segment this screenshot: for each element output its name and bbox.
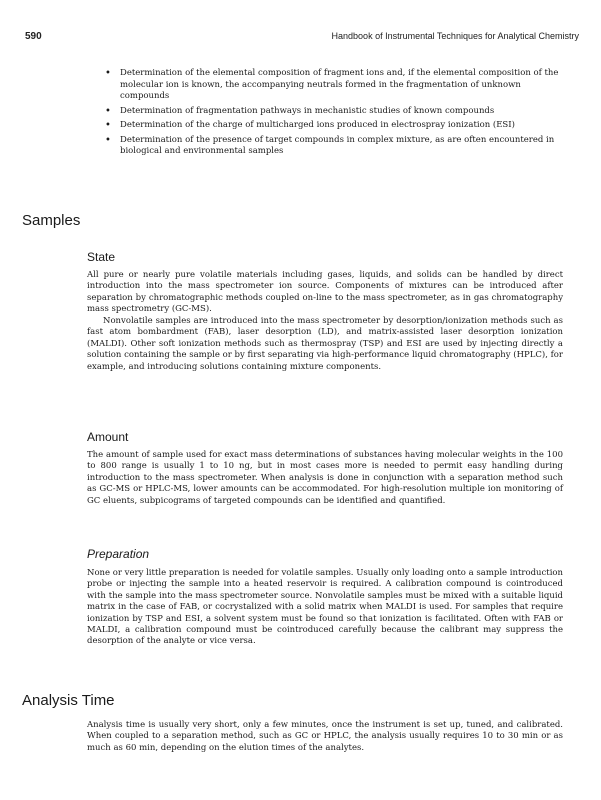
samples-heading: Samples (22, 212, 81, 229)
preparation-paragraph: None or very little preparation is needed for volatile samples. Usually only loading onto a sample introduction probe or injecting the sample into a heated reservoir is required. A calibration compound is cointroduced with the sample into the mass spectrometer source. Nonvolatile samples must be mixed with a suitable liquid matrix in the case of FAB, or cocrystalized with a solid matrix when MALDI is used. For samples that require ionization by TSP and ESI, a solvent system must be found so that ionization is facilitated. Often with FAB or MALDI, a calibration compound must be cointroduced carefully because the calibrant may suppress the desorption of the analyte or vice versa. (87, 568, 563, 647)
bullet-list (105, 68, 567, 161)
list-item: • Determination of the charge of multicharged ions produced in electrospray ionization (ESI) (105, 120, 567, 132)
state-paragraph-1: All pure or nearly pure volatile materials including gases, liquids, and solids can be handled by direct introduction into the mass spectrometer ion source. Components of mixtures can be introduced after separation by chromatographic methods coupled on-line to the mass spectrometer, as in gas chromatography mass spectrometry (GC-MS). (87, 270, 563, 315)
analysis-time-paragraph: Analysis time is usually very short, only a few minutes, once the instrument is set up, tuned, and calibrated. When coupled to a separation method, such as GC or HPLC, the analysis usually requires 10 to 30 min or as much as 60 min, depending on the elution times of the analytes. (87, 720, 563, 753)
list-item: • Determination of the elemental composition of fragment ions and, if the elemental composition of the molecular ion is known, the accompanying neutrals formed in the fragmentation of unknown compounds (105, 68, 567, 103)
list-item: • Determination of fragmentation pathways in mechanistic studies of known compounds (105, 106, 567, 118)
preparation-heading: Preparation (87, 547, 150, 561)
state-heading: State (87, 250, 116, 264)
analysis-time-heading: Analysis Time (22, 692, 115, 709)
page-number: 590 (25, 31, 42, 42)
amount-heading: Amount (87, 430, 129, 444)
state-paragraph-2: Nonvolatile samples are introduced into the mass spectrometer by desorption/ionization methods such as fast atom bombardment (FAB), laser desorption (LD), and matrix-assisted laser desorption ionization (MALDI). Other soft ionization methods such as thermospray (TSP) and ESI are used by injecting directly a solution containing the sample or by first separating via high-performance liquid chromatography (HPLC), for example, and introducing solutions containing mixture components. (87, 316, 563, 372)
running-title: Handbook of Instrumental Techniques for Analytical Chemistry (331, 31, 579, 41)
list-item: • Determination of the presence of target compounds in complex mixture, as are often encountered in biological and environmental samples (105, 135, 567, 158)
amount-paragraph: The amount of sample used for exact mass determinations of substances having molecular weights in the 100 to 800 range is usually 1 to 10 ng, but in most cases more is needed to permit easy handling during introduction to the mass spectrometer. When analysis is done in conjunction with a separation method such as GC-MS or HPLC-MS, lower amounts can be accommodated. For high-resolution multiple ion monitoring of GC eluents, subpicograms of targeted compounds can be identified and quantified. (87, 450, 563, 506)
